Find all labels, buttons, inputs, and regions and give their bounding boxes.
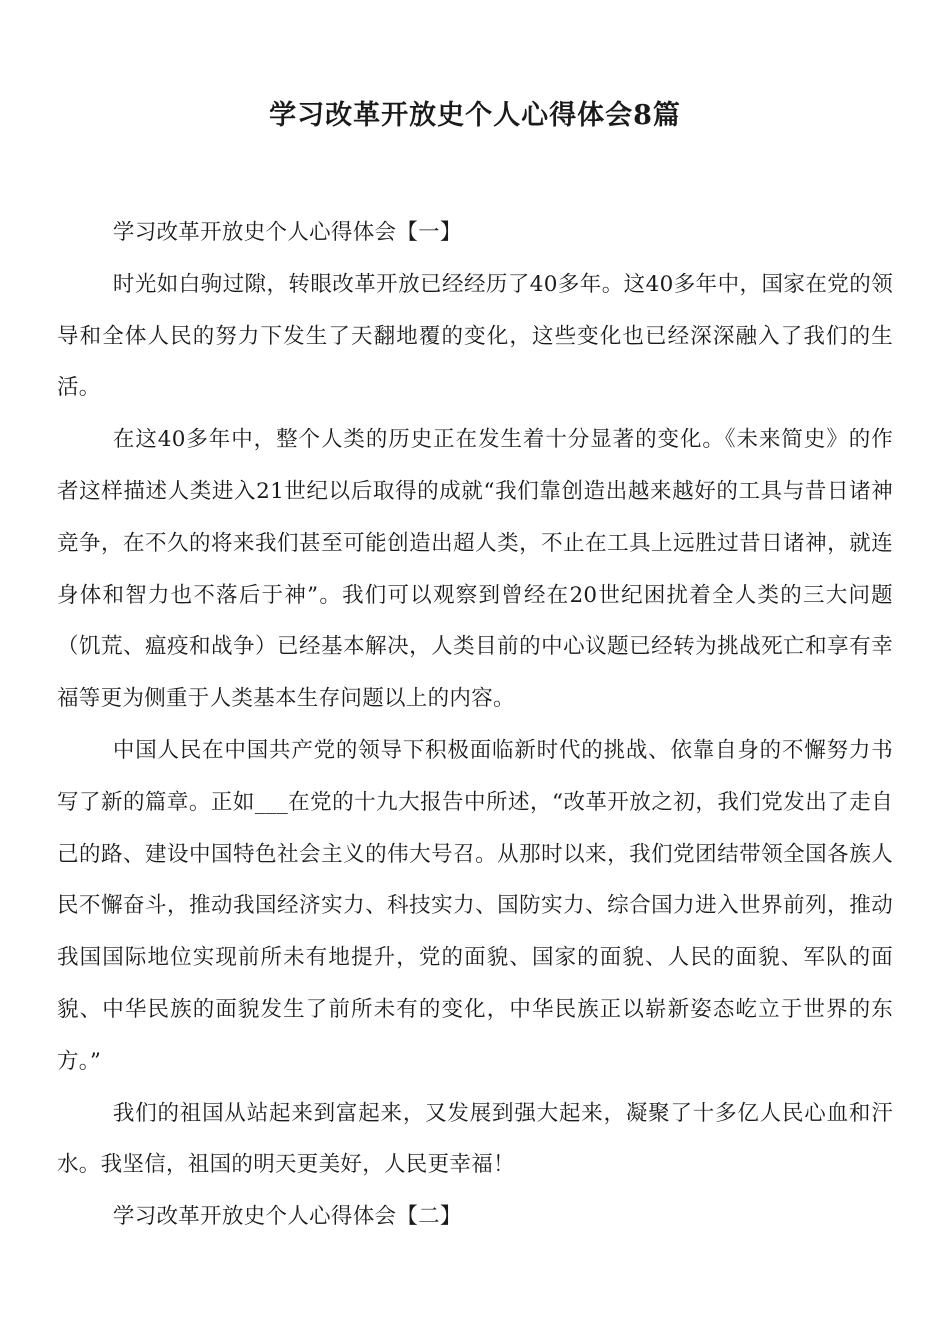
document-body [57, 207, 893, 1243]
body-paragraph: 时光如白驹过隙，转眼改革开放已经经历了40多年。这40多年中，国家在党的领导和全体人民的努力下发生了天翻地覆的变化，这些变化也已经深深融入了我们的生活。 [57, 271, 893, 401]
body-paragraph: 中国人民在中国共产党的领导下积极面临新时代的挑战、依靠自身的不懈努力书写了新的篇章。正如___在党的十九大报告中所述，“改革开放之初，我们党发出了走自己的路、建设中国特色社会主义的伟大号召。从那时以来，我们党团结带领全国各族人民不懈奋斗，推动我国经济实力、科技实力、国防实力、综合国力进入世界前列，推动我国国际地位实现前所未有地提升，党的面貌、国家的面貌、人民的面貌、军队的面貌、中华民族的面貌发生了前所未有的变化，中华民族正以崭新姿态屹立于世界的东方。” [57, 737, 893, 1074]
document-title: 学习改革开放史个人心得体会8篇 [269, 100, 681, 131]
section-heading-1: 学习改革开放史个人心得体会【一】 [112, 220, 462, 245]
body-paragraph: 我们的祖国从站起来到富起来，又发展到强大起来，凝聚了十多亿人民心血和汗水。我坚信，祖国的明天更美好，人民更幸福！ [57, 1100, 893, 1178]
section-heading-2: 学习改革开放史个人心得体会【二】 [112, 1204, 462, 1230]
body-paragraph: 在这40多年中，整个人类的历史正在发生着十分显著的变化。《未来简史》的作者这样描述人类进入21世纪以后取得的成就“我们靠创造出越来越好的工具与昔日诸神竞争，在不久的将来我们甚至可能创造出超人类，不止在工具上远胜过昔日诸神，就连身体和智力也不落后于神”。我们可以观察到曾经在20世纪困扰着全人类的三大问题（饥荒、瘟疫和战争）已经基本解决，人类目前的中心议题已经转为挑战死亡和享有幸福等更为侧重于人类基本生存问题以上的内容。 [57, 427, 893, 712]
